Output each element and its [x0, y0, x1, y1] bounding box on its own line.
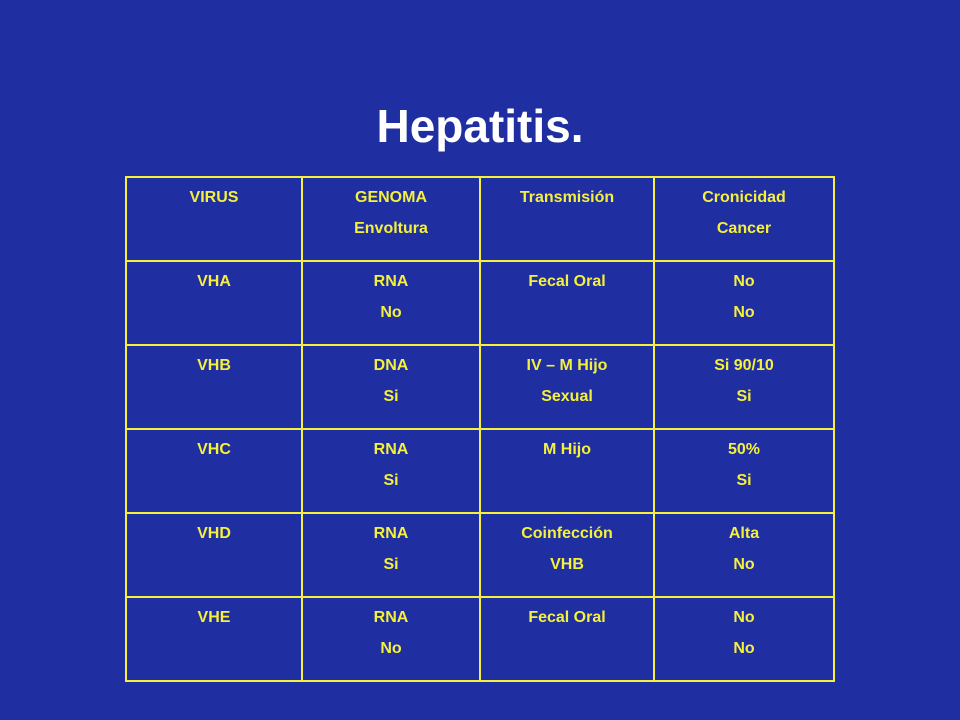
cell-line: VHA — [197, 273, 231, 290]
table-row — [126, 261, 834, 345]
table-cell — [302, 345, 480, 429]
cell-line: Si — [383, 472, 399, 489]
cell-line: RNA — [373, 273, 409, 290]
table-cell — [654, 597, 834, 681]
cell-line: VHD — [197, 525, 231, 542]
table-cell — [126, 513, 302, 597]
cell-line: VHB — [197, 357, 231, 374]
cell-line: Coinfección — [521, 525, 613, 542]
table-row — [126, 597, 834, 681]
cell-line: RNA — [373, 441, 409, 458]
table-cell — [126, 261, 302, 345]
table-cell — [480, 345, 654, 429]
cell-line: IV – M Hijo — [526, 357, 608, 374]
header-cell-genoma — [302, 177, 480, 261]
cell-line: Cronicidad — [702, 189, 786, 206]
hepatitis-table-container — [125, 176, 833, 672]
cell-line: RNA — [373, 609, 409, 626]
table-cell — [126, 597, 302, 681]
cell-line: DNA — [373, 357, 409, 374]
table-cell — [126, 345, 302, 429]
cell-line: Envoltura — [354, 220, 428, 237]
cell-line: Sexual — [541, 388, 593, 405]
cell-line: No — [380, 640, 402, 657]
cell-line: Si — [383, 556, 399, 573]
table-cell — [480, 597, 654, 681]
cell-line: Si — [736, 472, 752, 489]
table-cell — [654, 345, 834, 429]
cell-line: Alta — [728, 525, 760, 542]
cell-line: Fecal Oral — [528, 273, 606, 290]
cell-line: No — [733, 304, 755, 321]
cell-line: VIRUS — [189, 189, 239, 206]
table-cell — [654, 513, 834, 597]
table-cell — [302, 513, 480, 597]
table-header-row — [126, 177, 834, 261]
cell-line: Fecal Oral — [528, 609, 606, 626]
cell-line: Si — [383, 388, 399, 405]
cell-line: No — [733, 609, 755, 626]
table-cell — [302, 261, 480, 345]
table-cell — [480, 513, 654, 597]
header-cell-cronicidad — [654, 177, 834, 261]
cell-line: Cancer — [716, 220, 772, 237]
cell-line: VHB — [550, 556, 584, 573]
table-row — [126, 513, 834, 597]
hepatitis-table — [125, 176, 835, 682]
table-row — [126, 429, 834, 513]
cell-line: VHE — [197, 609, 231, 626]
table-cell — [480, 429, 654, 513]
cell-line: No — [733, 640, 755, 657]
table-cell — [480, 261, 654, 345]
table-cell — [302, 597, 480, 681]
cell-line: RNA — [373, 525, 409, 542]
header-cell-transmision — [480, 177, 654, 261]
cell-line: Transmisión — [519, 189, 615, 206]
table-row — [126, 345, 834, 429]
slide-title: Hepatitis. — [376, 100, 584, 152]
cell-line: No — [733, 556, 755, 573]
cell-line: No — [733, 273, 755, 290]
table-cell — [654, 261, 834, 345]
cell-line: 50% — [727, 441, 761, 458]
cell-line: No — [380, 304, 402, 321]
cell-line: VHC — [197, 441, 231, 458]
cell-line: M Hijo — [543, 441, 591, 458]
table-cell — [126, 429, 302, 513]
cell-line: Si — [736, 388, 752, 405]
cell-line: Si 90/10 — [714, 357, 774, 374]
cell-line: GENOMA — [355, 189, 427, 206]
table-cell — [302, 429, 480, 513]
table-cell — [654, 429, 834, 513]
header-cell-virus — [126, 177, 302, 261]
